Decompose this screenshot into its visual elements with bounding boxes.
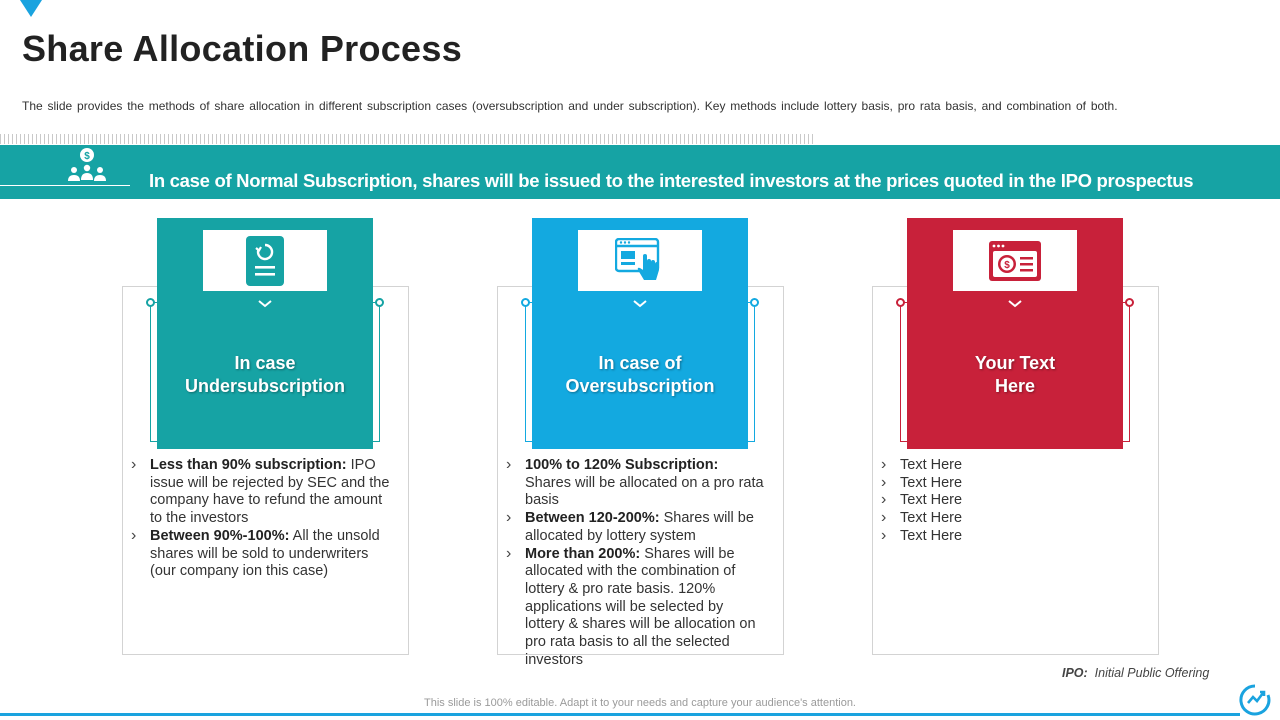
connector-dot: [750, 298, 759, 307]
list-item: [131, 528, 391, 581]
bullet-label: Between 90%-100%:: [150, 527, 290, 544]
bullet-text: Shares will be allocated on a pro rata basis: [525, 474, 764, 509]
connector-dot: [146, 298, 155, 307]
list-item: [506, 510, 766, 545]
list-item: [506, 457, 766, 510]
card-oversubscription-title: [532, 352, 748, 398]
slide-subtitle: The slide provides the methods of share allocation in different subscription cases (oversubscription and under subscription). Key methods include lottery basis, pro rata basis, and combination of both.: [22, 99, 1118, 113]
banner-text: In case of Normal Subscription, shares will be issued to the interested investors at the prices quoted in the IPO prospectus: [149, 170, 1194, 191]
footnote-text: Initial Public Offering: [1094, 666, 1210, 680]
card-icon-box: [953, 230, 1077, 291]
bullet-text: Shares will be allocated by lottery system: [525, 510, 754, 544]
bullet-label: More than 200%:: [525, 545, 641, 562]
card-oversubscription-bullets: [506, 457, 766, 669]
card-title-line: Oversubscription: [565, 376, 715, 396]
chevron-down-icon: [1008, 300, 1022, 308]
bullet-text: Text Here: [900, 457, 963, 473]
bullet-label: Between 120-200%:: [525, 510, 660, 527]
dashed-divider: [0, 134, 814, 144]
list-item: [881, 492, 1141, 510]
bullet-text: Text Here: [900, 474, 963, 491]
list-item: [881, 510, 1141, 528]
corner-triangle-decoration: [20, 0, 42, 17]
bullet-label: Less than 90% subscription:: [150, 457, 347, 473]
card-custom-bullets: [881, 457, 1141, 546]
footnote-abbr: IPO:: [1062, 666, 1088, 680]
editable-footer-note: This slide is 100% editable. Adapt it to your needs and capture your audience's attention.: [424, 697, 856, 709]
card-title-line: Your Text: [974, 353, 1056, 373]
bullet-text: Text Here: [900, 527, 963, 544]
card-icon-box: [203, 230, 327, 291]
bullet-text: IPO issue will be rejected by SEC and the company have to refund the amount to the investors: [150, 457, 390, 527]
svg-text:$: $: [1004, 259, 1010, 271]
connector-dot: [521, 298, 530, 307]
connector-dot: [375, 298, 384, 307]
list-item: [881, 528, 1141, 546]
list-item: [881, 475, 1141, 493]
card-undersubscription-title: [157, 352, 373, 398]
list-item: [131, 457, 391, 528]
list-item: [506, 546, 766, 670]
bullet-label: 100% to 120% Subscription:: [525, 457, 719, 473]
card-custom-title: [907, 352, 1123, 398]
bullet-text: Text Here: [900, 492, 963, 509]
card-title-line: Undersubscription: [184, 376, 345, 396]
brand-logo-icon: [1238, 683, 1272, 717]
refund-document-icon: [246, 236, 284, 286]
card-title-line: In case of: [598, 353, 682, 373]
slide-title: Share Allocation Process: [22, 28, 463, 69]
bottom-accent-bar: [0, 713, 1240, 716]
card-title-line: In case: [234, 353, 296, 373]
card-icon-box: [578, 230, 702, 291]
dollar-browser-icon: [988, 240, 1042, 282]
svg-text:$: $: [84, 151, 90, 162]
connector-dot: [896, 298, 905, 307]
ipo-footnote: [1062, 666, 1209, 680]
bullet-text: Shares will be allocated with the combination of lottery & pro rate basis. 120% applications will be selected by lottery & shares will be allocation on pro rata basis to all the selected investors: [525, 545, 756, 668]
card-undersubscription-bullets: [131, 457, 391, 581]
chevron-down-icon: [258, 300, 272, 308]
card-title-line: Here: [994, 376, 1036, 396]
chevron-down-icon: [633, 300, 647, 308]
bullet-text: Text Here: [900, 510, 963, 527]
bullet-text: All the unsold shares will be sold to underwriters (our company ion this case): [150, 527, 380, 580]
connector-dot: [1125, 298, 1134, 307]
list-item: [881, 457, 1141, 475]
investors-dollar-icon: [64, 146, 110, 186]
web-click-icon: [615, 238, 665, 284]
